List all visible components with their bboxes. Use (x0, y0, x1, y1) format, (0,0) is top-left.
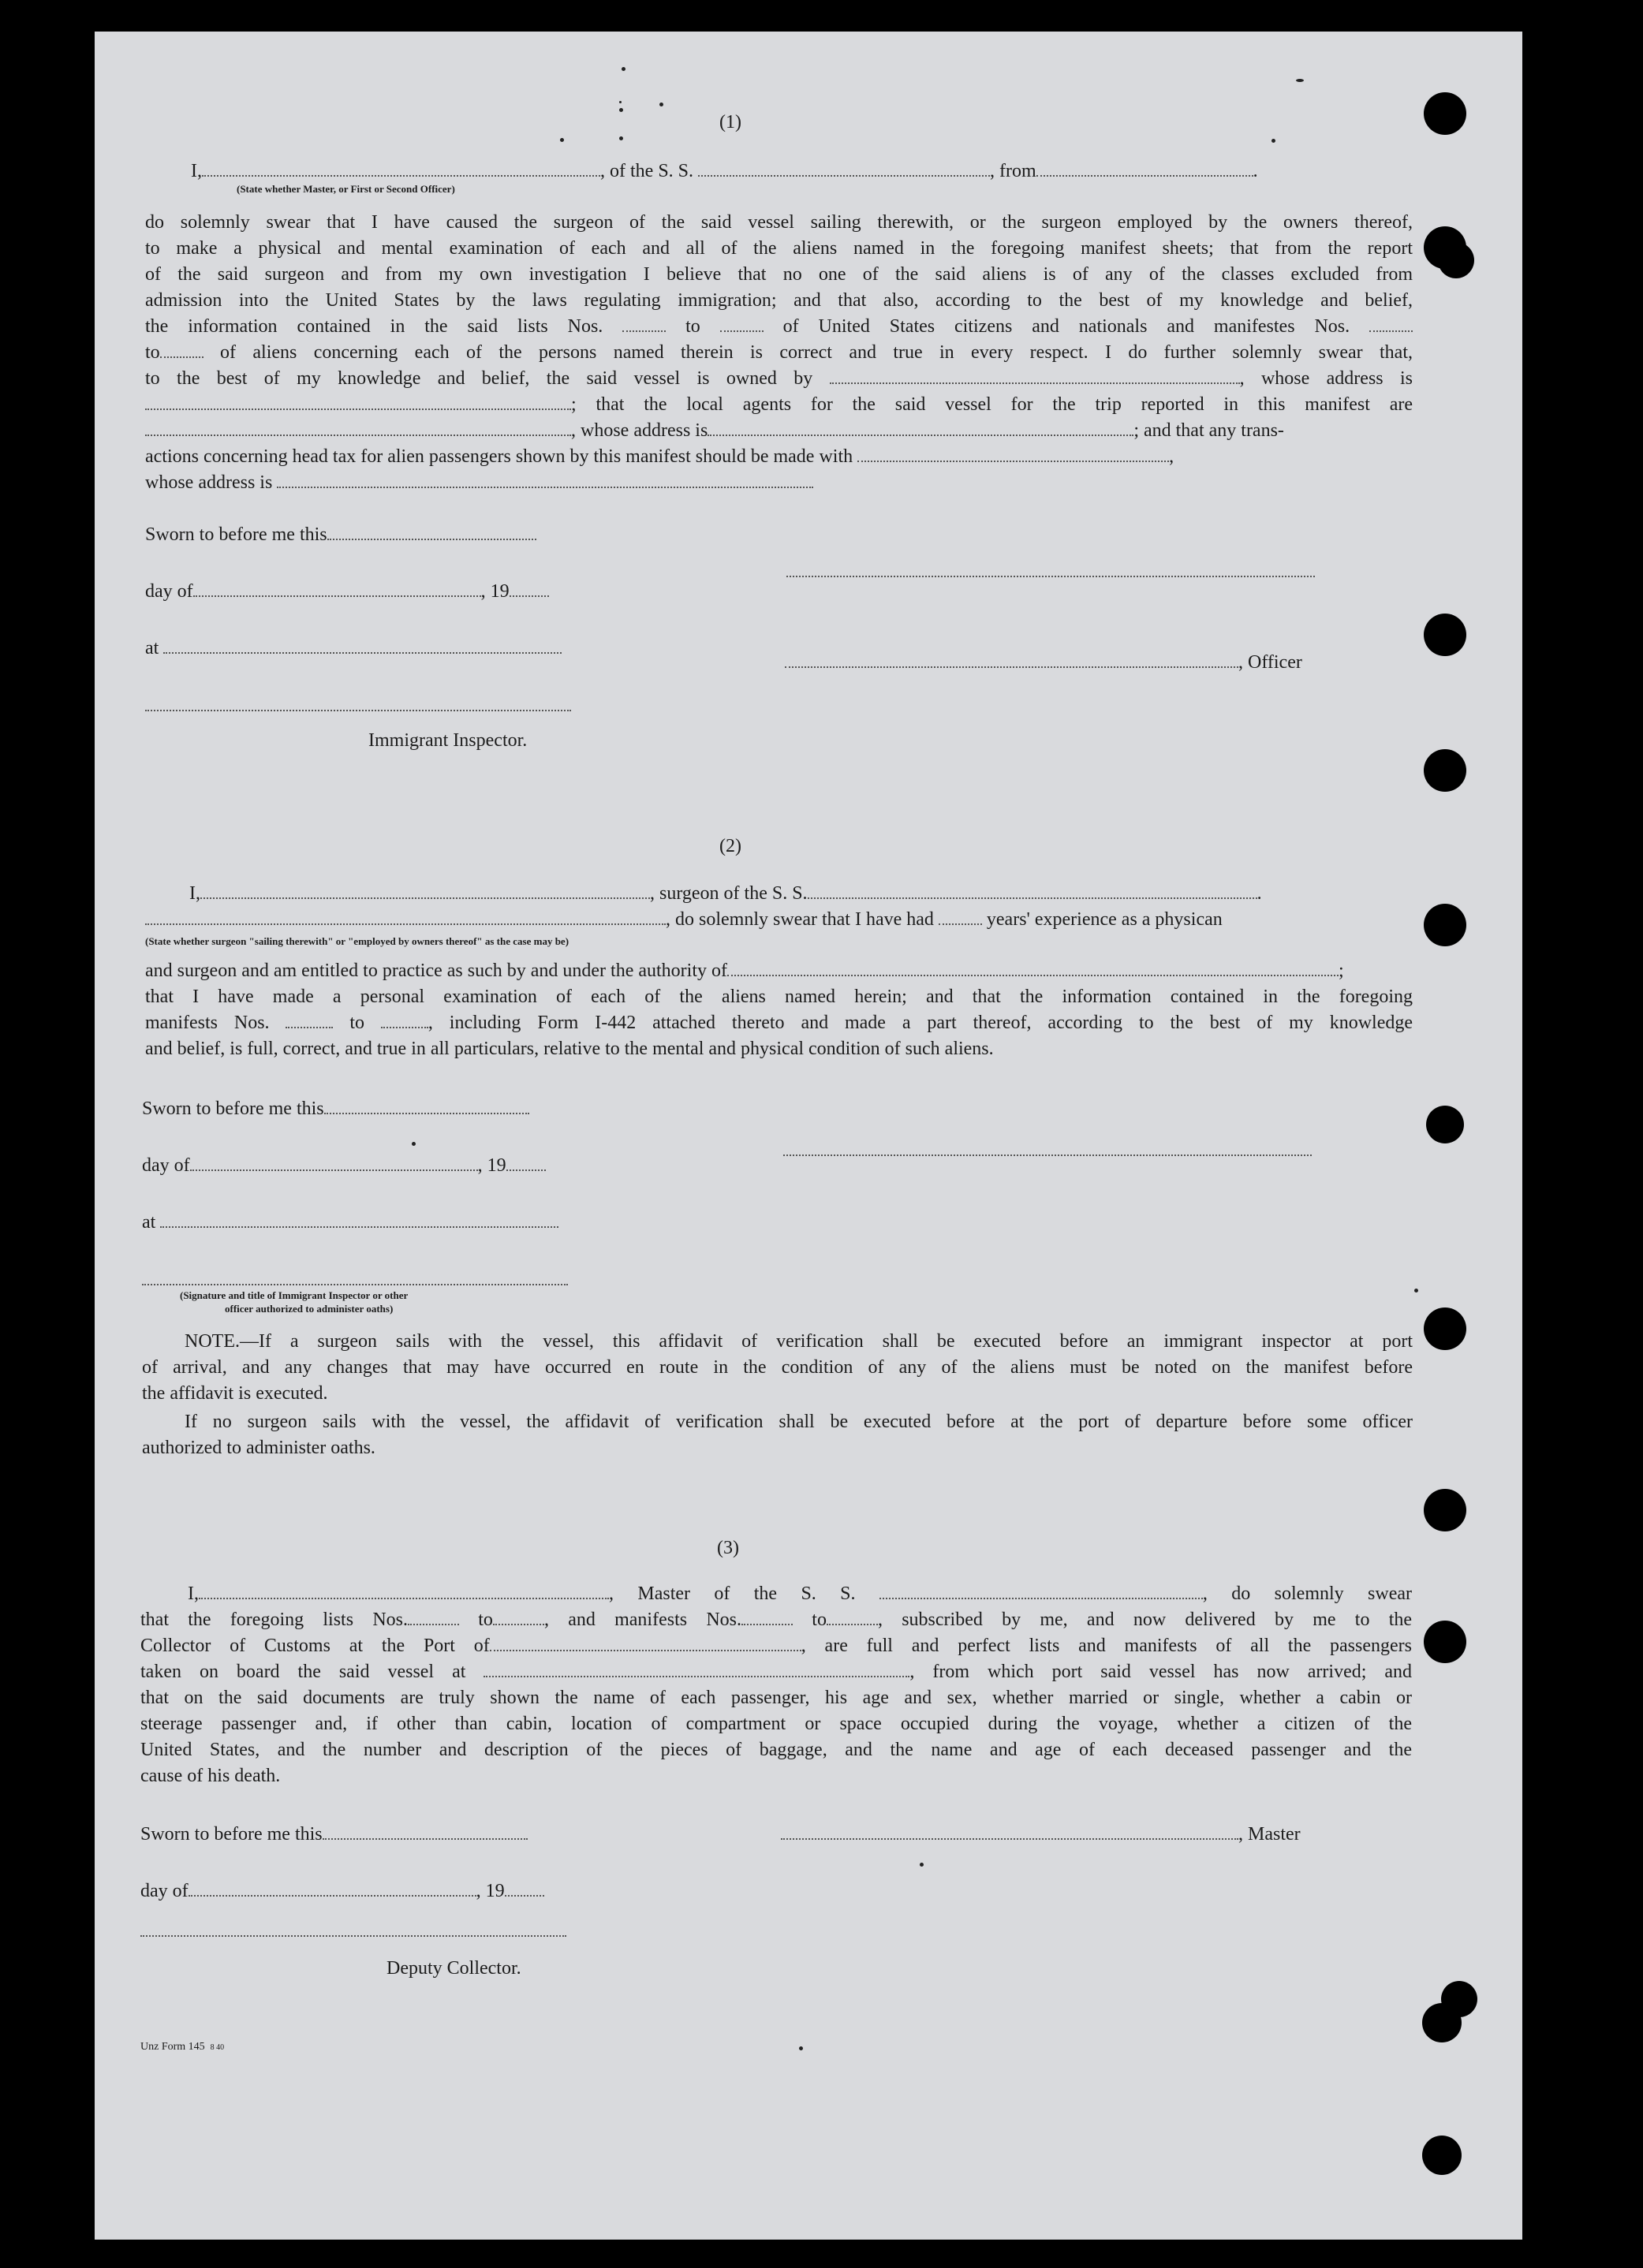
punch-hole (1424, 1489, 1466, 1531)
manifests-no-to-field[interactable] (160, 342, 204, 358)
affidavit3-body-1: that on the said documents are truly shown the name of each passenger, his age and sex, whether married or single, whether a cabin or (140, 1688, 1412, 1708)
day-field-3[interactable] (189, 1881, 476, 1897)
affidavit1-at: at (145, 636, 562, 662)
lists-no-to-field[interactable] (720, 316, 764, 332)
affidavit1-agents-line: ; that the local agents for the said vessel for the trip reported in this manifest are (145, 392, 1413, 418)
affidavit3-line4: taken on board the said vessel at , from which port said vessel has now arrived; and (140, 1662, 1413, 1682)
punch-hole (1424, 1307, 1466, 1350)
officer-note: (State whether Master, or First or Second Officer) (237, 183, 455, 195)
affidavit2-line2: , do solemnly swear that I have had years' experience as a physican (145, 907, 1223, 933)
affidavit2-sworn: Sworn to before me this (142, 1096, 529, 1122)
punch-hole (1441, 1981, 1477, 2017)
officer-name-field[interactable] (202, 161, 600, 177)
lists-no-from-field[interactable] (622, 316, 666, 332)
note-line-3: the affidavit is executed. (142, 1383, 328, 1404)
affidavit1-body-3: of the said surgeon and from my own investigation I believe that no one of the said aliens is of any of the classes excluded from (145, 264, 1413, 285)
manifests-from-field-3[interactable] (741, 1610, 793, 1625)
form-page (95, 32, 1522, 2240)
officer-signature-line[interactable] (786, 561, 1315, 577)
speck (659, 103, 663, 106)
affidavit2-line5: manifests Nos. to , including Form I-442 attached thereto and made a part thereof, according to the best of my knowledge (145, 1013, 1413, 1033)
speck (622, 67, 625, 71)
speck (1271, 139, 1275, 143)
owner-field[interactable] (830, 368, 1240, 384)
speck (412, 1142, 416, 1146)
manifests-to-field-3[interactable] (827, 1610, 878, 1625)
speck (799, 2046, 803, 2050)
speck (920, 1863, 924, 1867)
affidavit1-lists-line: the information contained in the said lists Nos. to of United States citizens and nationals and manifestes Nos. (145, 314, 1413, 340)
surgeon-signature-line[interactable] (783, 1140, 1312, 1156)
punch-hole (1438, 242, 1474, 278)
day-field-2[interactable] (190, 1155, 478, 1171)
year-field-1[interactable] (510, 581, 549, 597)
form-number: Unz Form 145 8 40 (140, 2041, 225, 2053)
affidavit1-to-line: to of aliens concerning each of the persons named therein is correct and true in every respect. I do further solemnly swear that, (145, 342, 1413, 363)
affidavit3-sworn: Sworn to before me this (140, 1822, 528, 1848)
head-tax-contact-field[interactable] (857, 446, 1169, 462)
affidavit1-body-1: do solemnly swear that I have caused the surgeon of the said vessel sailing therewith, or the surgeon employed by the owners thereof, (145, 212, 1413, 233)
collector-signature-line[interactable] (140, 1921, 566, 1937)
vessel-name-field[interactable] (698, 161, 990, 177)
day-field-1[interactable] (193, 581, 481, 597)
manifests-to-field-2[interactable] (381, 1013, 428, 1028)
affidavit1-owned-line: to the best of my knowledge and belief, the said vessel is owned by , whose address is (145, 368, 1413, 389)
affidavit2-line1: I, , surgeon of the S. S. . (189, 883, 1262, 904)
inspector-signature-line[interactable] (145, 696, 571, 711)
punch-hole (1424, 749, 1466, 792)
surgeon-name-field[interactable] (200, 883, 650, 899)
section-number-3: (3) (717, 1538, 739, 1558)
affidavit2-line3: and surgeon and am entitled to practice as such by and under the authority of ; (145, 961, 1344, 981)
punch-hole (1424, 614, 1466, 656)
master-name-field[interactable] (199, 1583, 609, 1599)
note-line-2: of arrival, and any changes that may have occurred en route in the condition of any of the aliens must be noted on the manifest before (142, 1357, 1413, 1378)
affidavit1-headtax-line: actions concerning head tax for alien passengers shown by this manifest should be made with , (145, 446, 1174, 467)
surgeon-status-field[interactable] (145, 909, 666, 925)
surgeon-vessel-field[interactable] (808, 883, 1257, 899)
sworn-date-field-2[interactable] (324, 1099, 529, 1114)
head-tax-address-field[interactable] (277, 472, 813, 488)
manifests-no-field[interactable] (1369, 316, 1413, 332)
punch-hole (1424, 1621, 1466, 1663)
surgeon-note: (State whether surgeon "sailing therewith" or "employed by owners thereof" as the case may be) (145, 935, 569, 947)
affidavit1-day: day of , 19 (145, 579, 549, 605)
affidavit1-officer: , Officer (785, 650, 1302, 676)
affidavit2-at: at (142, 1210, 558, 1236)
section-number-1: (1) (719, 112, 741, 132)
speck (619, 108, 623, 112)
affidavit3-line3: Collector of Customs at the Port of , are full and perfect lists and manifests of all the passengers (140, 1636, 1412, 1656)
at-field-2[interactable] (160, 1212, 558, 1228)
inspector-label: Immigrant Inspector. (368, 730, 528, 751)
authority-field[interactable] (727, 961, 1339, 976)
speck (619, 136, 623, 140)
section-number-2: (2) (719, 836, 741, 856)
affidavit1-whose-line: whose address is (145, 470, 813, 496)
affidavit2-line6: and belief, is full, correct, and true in all particulars, relative to the mental and physical condition of such aliens. (145, 1039, 994, 1059)
port-field[interactable] (490, 1636, 801, 1651)
affidavit1-sworn: Sworn to before me this (145, 522, 536, 548)
affidavit3-line2: that the foregoing lists Nos. to , and manifests Nos. to , subscribed by me, and now delivered by me to the (140, 1610, 1413, 1630)
speck (619, 101, 622, 103)
authorized-officer-signature-line[interactable] (142, 1270, 568, 1285)
punch-hole (1424, 904, 1466, 946)
punch-hole (1422, 2136, 1462, 2175)
note2-line-2: authorized to administer oaths. (142, 1438, 375, 1458)
affidavit3-body-3: United States, and the number and description of the pieces of baggage, and the name and age of each deceased passenger and the (140, 1740, 1412, 1760)
affidavit1-body-4: admission into the United States by the laws regulating immigration; and that also, according to the best of my knowledge and belief, (145, 290, 1413, 311)
year-field-3[interactable] (505, 1881, 544, 1897)
agents-field[interactable] (145, 420, 571, 436)
speck (1296, 79, 1304, 82)
affidavit1-line1: I, , of the S. S. , from . (191, 161, 1258, 181)
note-line-1: NOTE.—If a surgeon sails with the vessel, this affidavit of verification shall be executed before an immigrant inspector at port (185, 1331, 1413, 1352)
affidavit2-day: day of , 19 (142, 1153, 546, 1179)
lists-from-field-3[interactable] (408, 1610, 459, 1625)
signature-note-2: officer authorized to administer oaths) (225, 1303, 394, 1315)
departure-port-field[interactable] (484, 1662, 909, 1677)
years-field[interactable] (939, 909, 982, 925)
affidavit1-body-2: to make a physical and mental examination of each and all of the aliens named in the foregoing manifest sheets; that from the report (145, 238, 1413, 259)
sworn-date-field-1[interactable] (327, 524, 536, 540)
owner-address-field[interactable] (145, 394, 571, 410)
speck (1414, 1289, 1418, 1293)
affidavit3-master: , Master (781, 1822, 1301, 1848)
collector-label: Deputy Collector. (386, 1958, 521, 1979)
master-signature-line[interactable] (781, 1824, 1238, 1840)
speck (560, 138, 564, 142)
affidavit2-line4: that I have made a personal examination of each of the aliens named herein; and that the information contained in the foregoing (145, 987, 1413, 1007)
punch-hole (1426, 1106, 1464, 1143)
note2-line-1: If no surgeon sails with the vessel, the affidavit of verification shall be executed before at the port of departure before some officer (185, 1412, 1413, 1432)
affidavit3-day: day of , 19 (140, 1878, 544, 1904)
affidavit3-body-last: cause of his death. (140, 1766, 281, 1786)
affidavit3-body-2: steerage passenger and, if other than cabin, location of compartment or space occupied during the voyage, whether a citizen of the (140, 1714, 1412, 1734)
sworn-date-field-3[interactable] (323, 1824, 528, 1840)
punch-hole (1424, 92, 1466, 135)
master-vessel-field[interactable] (879, 1583, 1203, 1599)
agents-address-field[interactable] (708, 420, 1133, 436)
year-field-2[interactable] (506, 1155, 546, 1171)
lists-to-field-3[interactable] (493, 1610, 544, 1625)
signature-note-1: (Signature and title of Immigrant Inspector or other (180, 1289, 409, 1301)
manifests-from-field-2[interactable] (286, 1013, 333, 1028)
affidavit1-addr-line: , whose address is ; and that any trans- (145, 418, 1284, 444)
at-field-1[interactable] (163, 638, 562, 654)
affidavit3-line1: I, , Master of the S. S. , do solemnly swear (188, 1583, 1412, 1604)
from-port-field[interactable] (1036, 161, 1253, 177)
officer-title-field[interactable] (785, 652, 1238, 668)
